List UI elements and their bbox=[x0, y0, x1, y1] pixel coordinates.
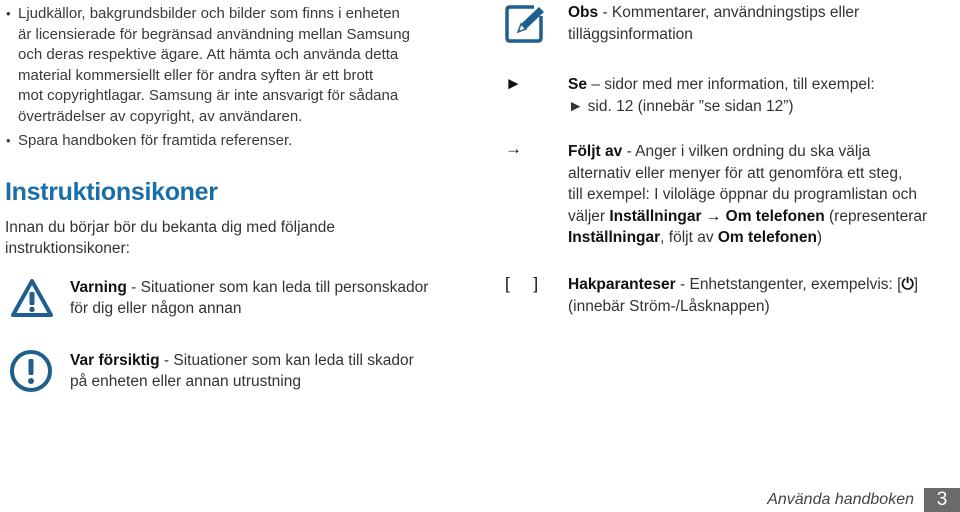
page-number: 3 bbox=[924, 488, 960, 512]
bullet-item-licensing: • Ljudkällor, bakgrundsbilder och bilder som finns i enheten är licensierade för begränsad användning mellan Samsung och deras respektive ägare. Att hämta och använda detta material kommersiellt eller för andra syften är ett brott mot copyrightlagar. Samsung är inte ansvarigt för sådana överträdelser av copyright, av användaren. bbox=[6, 5, 410, 125]
arrow-right-icon: → bbox=[505, 139, 522, 158]
page-footer bbox=[767, 488, 960, 512]
caution-description: Var försiktig - Situationer som kan leda till skador på enheten eller annan utrustning bbox=[70, 352, 414, 390]
brackets-icon: [ ] bbox=[505, 274, 539, 293]
refer-description: Se – sidor med mer information, till exempel: ► sid. 12 (innebär ”se sidan 12”) bbox=[568, 76, 875, 115]
note-pencil-icon bbox=[504, 4, 546, 49]
warning-description: Varning - Situationer som kan leda till personskador för dig eller någon annan bbox=[70, 279, 429, 317]
brackets-description: Hakparanteser - Enhetstangenter, exempelvis: [⏻] (innebär Ström-/Låsknappen) bbox=[568, 276, 919, 315]
followed-by-description: Följt av - Anger i vilken ordning du ska välja alternativ eller menyer för att genomföra ett steg, till exempel: I viloläge öppnar du programlistan och väljer Inställningar → Om telefonen (representerar Inställningar, följt av Om telefonen) bbox=[568, 143, 928, 246]
footer-title: Använda handboken bbox=[767, 491, 914, 508]
play-arrow-icon: ► bbox=[505, 74, 522, 93]
warning-triangle-icon bbox=[10, 278, 54, 323]
bullet-item-save-manual: • Spara handboken för framtida referenser. bbox=[6, 131, 466, 152]
power-icon: ⏻ bbox=[901, 276, 914, 293]
bullet-icon: • bbox=[6, 6, 11, 21]
section-heading: Instruktionsikoner bbox=[5, 178, 218, 206]
section-intro: Innan du börjar bör du bekanta dig med följande instruktionsikoner: bbox=[5, 219, 336, 257]
bullet-list bbox=[6, 4, 466, 152]
caution-circle-icon bbox=[9, 349, 53, 398]
bullet-icon: • bbox=[6, 133, 11, 148]
note-description: Obs - Kommentarer, användningstips eller tilläggsinformation bbox=[568, 4, 860, 43]
